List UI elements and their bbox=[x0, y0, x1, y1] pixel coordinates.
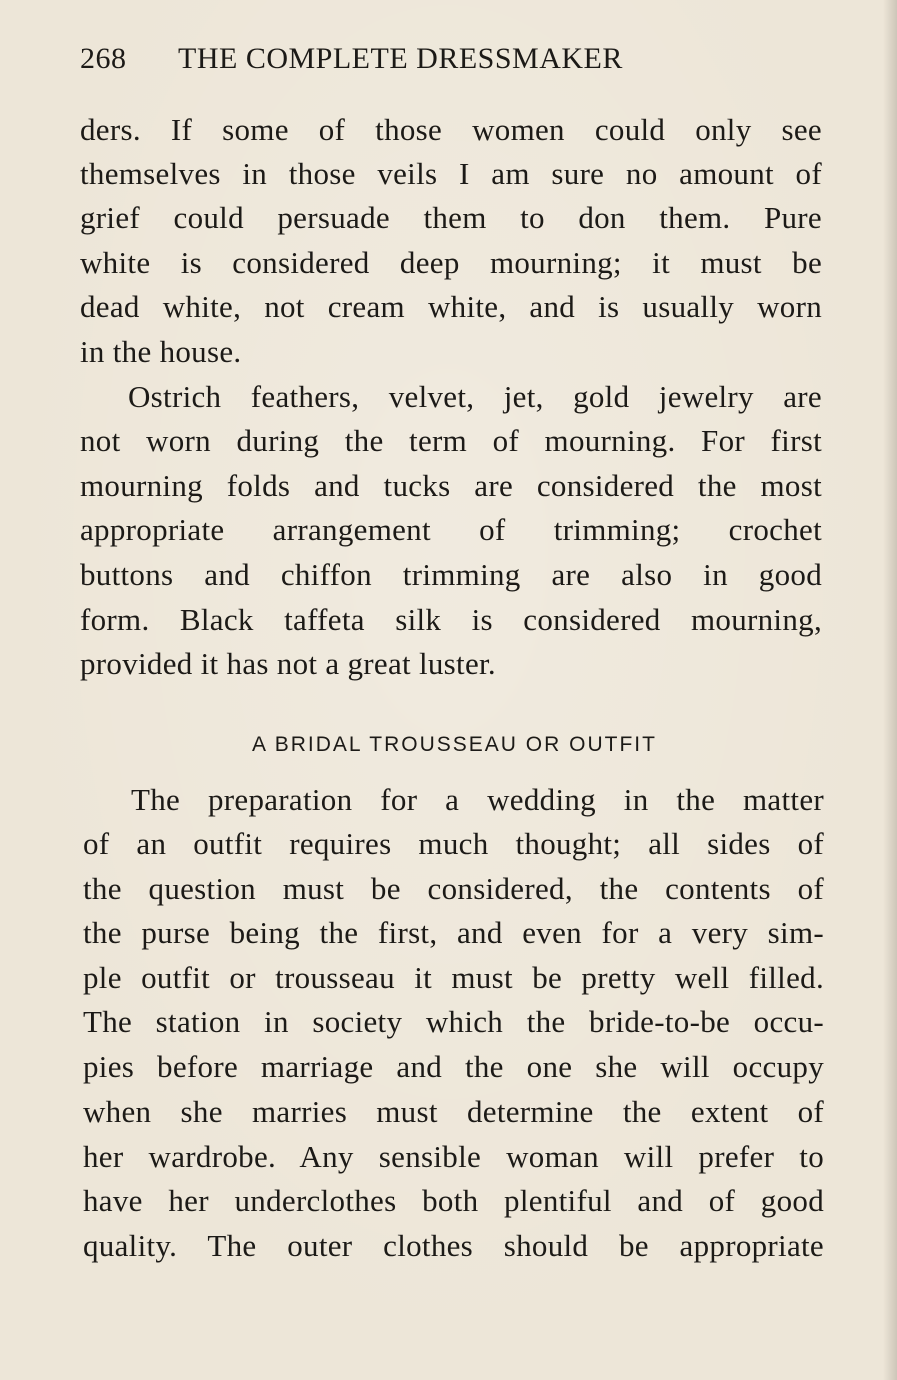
text-line: Ostrich feathers, velvet, jet, gold jewelry are bbox=[128, 379, 822, 414]
text-line: the purse being the first, and even for a very sim- bbox=[83, 915, 824, 950]
text-line: form. Black taffeta silk is considered mourning, bbox=[80, 602, 822, 637]
text-line: dead white, not cream white, and is usually worn bbox=[80, 289, 822, 324]
text-line: of an outfit requires much thought; all sides of bbox=[83, 826, 824, 861]
running-head bbox=[80, 42, 820, 82]
section-heading-text: A BRIDAL TROUSSEAU OR OUTFIT bbox=[252, 733, 657, 756]
text-line: ders. If some of those women could only see bbox=[80, 112, 822, 147]
text-line: The preparation for a wedding in the matter bbox=[131, 782, 824, 817]
text-line: when she marries must determine the extent of bbox=[83, 1094, 824, 1129]
text-line: The station in society which the bride-to-be occu- bbox=[83, 1004, 824, 1039]
text-line: buttons and chiffon trimming are also in good bbox=[80, 557, 822, 592]
page-edge-shadow bbox=[883, 0, 897, 1380]
text-line: the question must be considered, the contents of bbox=[83, 871, 824, 906]
text-line: white is considered deep mourning; it must be bbox=[80, 245, 822, 280]
text-line: her wardrobe. Any sensible woman will prefer to bbox=[83, 1139, 824, 1174]
text-line: quality. The outer clothes should be appropriate bbox=[83, 1228, 824, 1263]
text-line: mourning folds and tucks are considered the most bbox=[80, 468, 822, 503]
text-line: not worn during the term of mourning. For first bbox=[80, 423, 822, 458]
text-line: grief could persuade them to don them. Pure bbox=[80, 200, 822, 235]
text-line: pies before marriage and the one she will occupy bbox=[83, 1049, 824, 1084]
text-line: have her underclothes both plentiful and of good bbox=[83, 1183, 824, 1218]
book-title: THE COMPLETE DRESSMAKER bbox=[178, 42, 623, 75]
text-line: in the house. bbox=[80, 334, 242, 369]
text-line: appropriate arrangement of trimming; crochet bbox=[80, 512, 822, 547]
text-line: ple outfit or trousseau it must be pretty well filled. bbox=[83, 960, 824, 995]
page-number: 268 bbox=[80, 42, 127, 75]
text-line: provided it has not a great luster. bbox=[80, 646, 496, 681]
text-line: themselves in those veils I am sure no amount of bbox=[80, 156, 822, 191]
section-heading bbox=[0, 730, 897, 760]
